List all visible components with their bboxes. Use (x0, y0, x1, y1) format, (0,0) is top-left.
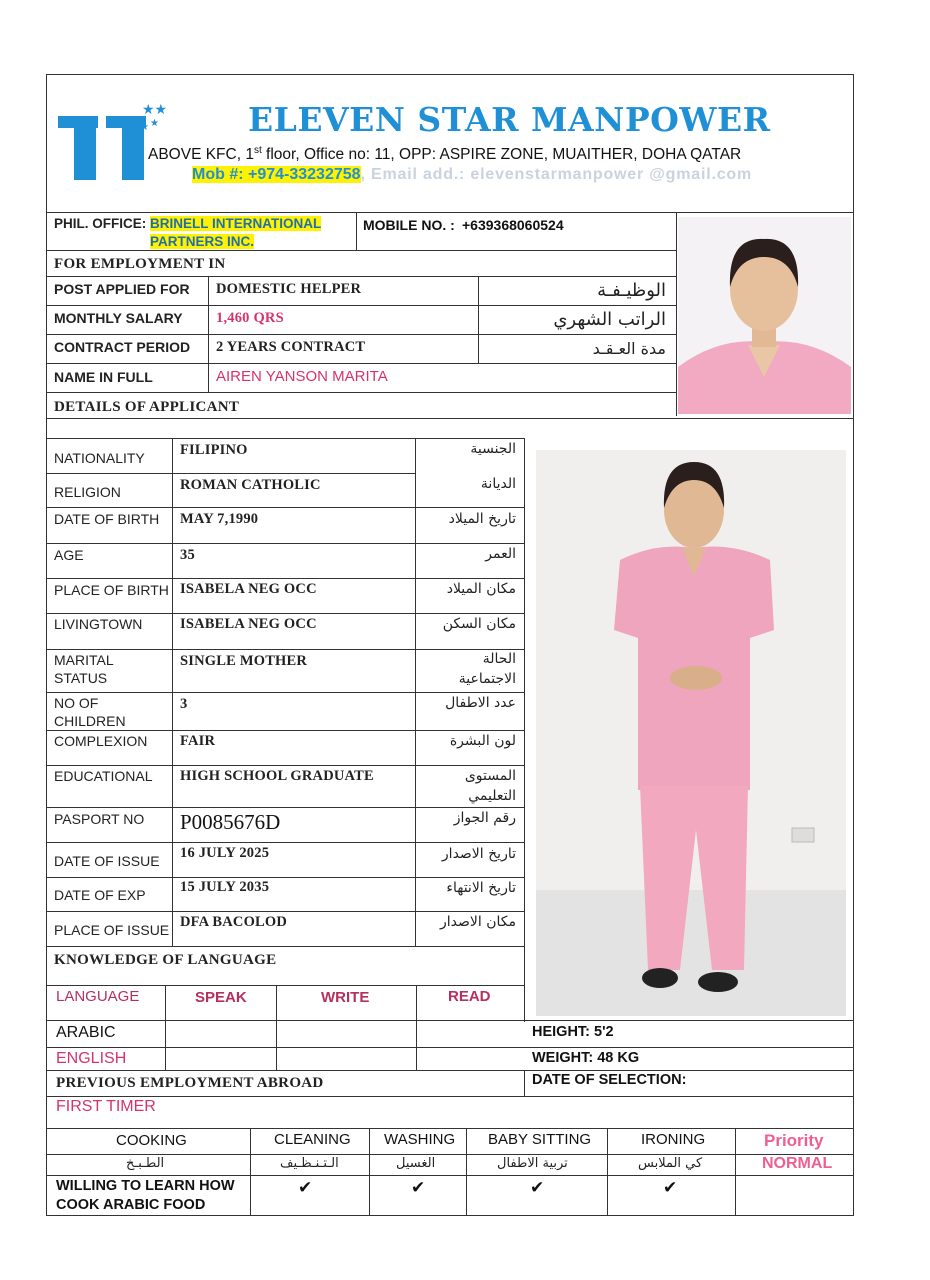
divider (46, 1020, 854, 1021)
divider (46, 1047, 854, 1048)
dob-value: MAY 7,1990 (180, 511, 259, 527)
divider (46, 1096, 854, 1097)
cleaning-check-icon: ✔ (298, 1178, 313, 1198)
post-applied-arabic: الوظيـفـة (597, 280, 666, 301)
ironing-arabic: كي الملابس (638, 1156, 703, 1171)
divider (46, 363, 676, 364)
svg-text:★★: ★★ (142, 102, 168, 118)
children-label-2: CHILDREN (54, 713, 126, 729)
arabic-row-label: ARABIC (56, 1024, 116, 1041)
education-arabic-1: المستوى (464, 768, 516, 784)
language-header: LANGUAGE (56, 988, 140, 1005)
divider (466, 1128, 467, 1216)
exp-date-label: DATE OF EXP (54, 887, 146, 903)
divider (46, 334, 676, 335)
religion-arabic: الديانة (480, 476, 516, 492)
marital-arabic-2: الاجتماعية (458, 671, 516, 687)
divider (676, 212, 677, 416)
divider (46, 649, 524, 650)
divider (46, 250, 676, 251)
issue-place-value: DFA BACOLOD (180, 914, 288, 930)
divider (46, 807, 524, 808)
divider (524, 1070, 525, 1096)
divider (46, 1154, 854, 1155)
marital-label-1: MARITAL (54, 652, 114, 668)
dob-arabic: تاريخ الميلاد (448, 511, 516, 527)
washing-arabic: الغسيل (396, 1156, 436, 1171)
svg-text:★: ★ (140, 122, 149, 133)
eleven-star-logo-icon (56, 100, 168, 184)
divider (46, 1070, 854, 1071)
divider (46, 730, 524, 731)
exp-date-value: 15 JULY 2035 (180, 879, 270, 895)
divider (165, 985, 166, 1070)
speak-header: SPEAK (195, 989, 247, 1006)
divider (46, 692, 524, 693)
weight-field: WEIGHT: 48 KG (532, 1050, 640, 1066)
livingtown-label: LIVINGTOWN (54, 616, 143, 632)
company-address: ABOVE KFC, 1st floor, Office no: 11, OPP: ASPIRE ZONE, MUAITHER, DOHA QATAR (148, 145, 742, 164)
portrait-icon (678, 217, 851, 414)
divider (172, 438, 173, 946)
babysitting-header: BABY SITTING (488, 1131, 592, 1148)
salary-label: MONTHLY SALARY (54, 310, 183, 326)
education-value: HIGH SCHOOL GRADUATE (180, 768, 374, 784)
education-label: EDUCATIONAL (54, 768, 153, 784)
divider (46, 507, 524, 508)
issue-place-label: PLACE OF ISSUE (54, 922, 170, 938)
divider (46, 985, 524, 986)
ironing-header: IRONING (641, 1131, 706, 1148)
birthplace-value: ISABELA NEG OCC (180, 581, 317, 597)
employment-section-title: FOR EMPLOYMENT IN (54, 256, 226, 272)
livingtown-value: ISABELA NEG OCC (180, 616, 317, 632)
nationality-label: NATIONALITY (54, 450, 145, 466)
exp-date-arabic: تاريخ الانتهاء (446, 880, 516, 896)
divider (356, 212, 357, 250)
divider (46, 305, 676, 306)
full-name-label: NAME IN FULL (54, 369, 153, 385)
language-section-title: KNOWLEDGE OF LANGUAGE (54, 952, 277, 968)
cooking-arabic: الطـبـخ (126, 1156, 165, 1171)
cooking-header: COOKING (116, 1132, 187, 1149)
divider (416, 985, 417, 1070)
divider (735, 1128, 736, 1216)
divider (415, 438, 416, 946)
livingtown-arabic: مكان السكن (442, 616, 516, 632)
children-value: 3 (180, 696, 188, 712)
divider (276, 985, 277, 1070)
post-applied-label: POST APPLIED FOR (54, 281, 190, 297)
complexion-label: COMPLEXION (54, 733, 148, 749)
salary-value: 1,460 QRS (216, 310, 284, 326)
divider (478, 276, 479, 363)
passport-label: PASPORT NO (54, 811, 145, 827)
age-label: AGE (54, 547, 84, 563)
divider (46, 212, 854, 213)
phil-office-value-1: BRINELL INTERNATIONAL (150, 216, 322, 231)
applicant-full-body-photo (536, 450, 846, 1016)
cooking-note-2: COOK ARABIC FOOD (56, 1197, 206, 1213)
selection-date-field: DATE OF SELECTION: (532, 1072, 687, 1088)
complexion-value: FAIR (180, 733, 216, 749)
divider (369, 1128, 370, 1216)
children-label-1: NO OF (54, 695, 99, 711)
read-header: READ (448, 988, 491, 1005)
write-header: WRITE (321, 989, 370, 1006)
children-arabic: عدد الاطفال (445, 695, 516, 711)
divider (46, 765, 524, 766)
ironing-check-icon: ✔ (663, 1178, 678, 1198)
divider (46, 842, 524, 843)
cleaning-arabic: الـتـنـظـيف (280, 1156, 339, 1171)
mobile-label: MOBILE NO. : (363, 217, 455, 233)
divider (46, 911, 524, 912)
issue-place-arabic: مكان الاصدار (440, 914, 516, 930)
divider (46, 1175, 854, 1176)
divider (46, 473, 416, 474)
contract-arabic: مدة العـقـد (592, 339, 666, 358)
previous-employment-title: PREVIOUS EMPLOYMENT ABROAD (56, 1075, 324, 1091)
divider (46, 877, 524, 878)
full-name-value: AIREN YANSON MARITA (216, 368, 388, 385)
divider (46, 438, 524, 439)
phil-office-label: PHIL. OFFICE: (54, 216, 147, 231)
mobile-number: Mob #: +974-33232758 (192, 166, 361, 183)
priority-label: Priority (764, 1131, 824, 1150)
divider (46, 543, 524, 544)
washing-header: WASHING (384, 1131, 456, 1148)
divider (46, 613, 524, 614)
company-name: ELEVEN STAR MANPOWER (248, 100, 771, 139)
mobile-value: +639368060524 (462, 217, 564, 233)
full-body-icon (536, 450, 846, 1016)
english-row-label: ENGLISH (56, 1050, 127, 1067)
education-arabic-2: التعليمي (468, 788, 516, 804)
applicant-portrait-photo (678, 217, 851, 414)
nationality-arabic: الجنسية (470, 441, 516, 457)
babysitting-check-icon: ✔ (530, 1178, 545, 1198)
passport-arabic: رقم الجواز (453, 810, 516, 826)
religion-label: RELIGION (54, 484, 121, 500)
priority-value: NORMAL (762, 1155, 833, 1172)
issue-date-value: 16 JULY 2025 (180, 845, 270, 861)
height-field: HEIGHT: 5'2 (532, 1024, 614, 1040)
contract-value: 2 YEARS CONTRACT (216, 339, 366, 355)
issue-date-arabic: تاريخ الاصدار (441, 846, 516, 862)
contact-line (192, 166, 752, 184)
divider (46, 418, 854, 419)
religion-value: ROMAN CATHOLIC (180, 477, 321, 493)
company-logo (56, 100, 168, 184)
birthplace-label: PLACE OF BIRTH (54, 582, 169, 598)
divider (46, 1128, 854, 1129)
divider (524, 438, 525, 1022)
contract-label: CONTRACT PERIOD (54, 339, 191, 355)
divider (46, 276, 676, 277)
marital-label-2: STATUS (54, 670, 108, 686)
age-value: 35 (180, 547, 195, 563)
svg-text:★: ★ (150, 118, 159, 129)
complexion-arabic: لون البشرة (449, 733, 516, 749)
divider (46, 392, 676, 393)
salary-arabic: الراتب الشهري (553, 309, 666, 330)
age-arabic: العمر (485, 546, 516, 562)
email-address: , Email add.: elevenstarmanpower @gmail.com (360, 166, 752, 183)
cooking-note-1: WILLING TO LEARN HOW (56, 1178, 235, 1194)
previous-employment-value: FIRST TIMER (56, 1098, 156, 1115)
dob-label: DATE OF BIRTH (54, 511, 160, 527)
divider (46, 578, 524, 579)
marital-value: SINGLE MOTHER (180, 653, 308, 669)
passport-value: P0085676D (180, 810, 281, 834)
divider (46, 946, 524, 947)
divider (607, 1128, 608, 1216)
nationality-value: FILIPINO (180, 442, 248, 458)
phil-office-value-2: PARTNERS INC. (150, 234, 255, 249)
cleaning-header: CLEANING (274, 1131, 351, 1148)
birthplace-arabic: مكان الميلاد (446, 581, 516, 597)
marital-arabic-1: الحالة (482, 651, 516, 667)
details-section-title: DETAILS OF APPLICANT (54, 399, 240, 415)
babysitting-arabic: تربية الاطفال (497, 1156, 568, 1171)
divider (250, 1128, 251, 1216)
issue-date-label: DATE OF ISSUE (54, 853, 160, 869)
washing-check-icon: ✔ (411, 1178, 426, 1198)
post-applied-value: DOMESTIC HELPER (216, 281, 362, 297)
divider (208, 276, 209, 392)
